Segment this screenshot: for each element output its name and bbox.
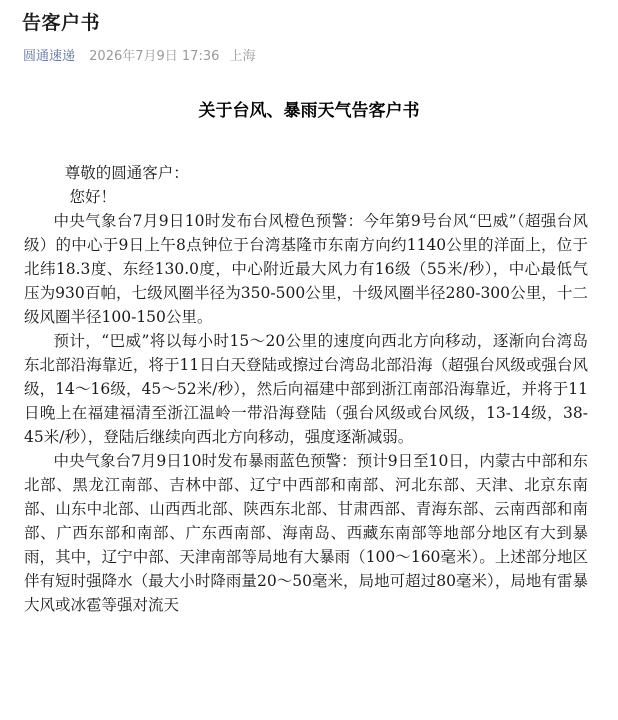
- article-meta: [23, 45, 256, 64]
- publish-date: 2026年7月9日 17:36: [89, 49, 220, 64]
- publish-location: 上海: [229, 49, 256, 64]
- document-heading: 关于台风、暴雨天气告客户书: [198, 101, 420, 121]
- article-title: 告客户书: [22, 12, 101, 34]
- paragraph-typhoon-warning: 中央气象台7月9日10时发布台风橙色预警：今年第9号台风“巴威”（超强台风级）的中心于9日上午8点钟位于台湾基隆市东南方向约1140公里的洋面上，位于北纬18.3度、东经130.0度，中心附近最大风力有16级（55米/秒），中心最低气压为930百帕，七级风圈半径为350-500公里，十级风圈半径280-300公里，十二级风圈半径100-150公里。: [24, 212, 588, 326]
- greeting: 您好！: [69, 188, 116, 206]
- account-name-link[interactable]: 圆通速递: [23, 49, 76, 64]
- document-body: [24, 161, 588, 617]
- paragraph-typhoon-forecast: 预计，“巴威”将以每小时15～20公里的速度向西北方向移动，逐渐向台湾岛东北部沿海靠近，将于11日白天登陆或擦过台湾岛北部沿海（超强台风级或强台风级，14～16级，45～52米/秒），然后向福建中部到浙江南部沿海靠近，并将于11日晚上在福建福清至浙江温岭一带沿海登陆（强台风级或台风级，13-14级，38-45米/秒），登陆后继续向西北方向移动，强度逐渐减弱。: [24, 332, 588, 446]
- salutation: 尊敬的圆通客户：: [64, 164, 189, 182]
- paragraph-rainstorm-warning: 中央气象台7月9日10时发布暴雨蓝色预警：预计9日至10日，内蒙古中部和东北部、黑龙江南部、吉林中部、辽宁中西部和南部、河北东部、天津、北京东南部、山东中北部、山西西北部、陕西东北部、甘肃西部、青海东部、云南西部和南部、广西东部和南部、广东西南部、海南岛、西藏东南部等地部分地区有大到暴雨，其中，辽宁中部、天津南部等局地有大暴雨（100～160毫米）。上述部分地区伴有短时强降水（最大小时降雨量20～50毫米，局地可超过80毫米），局地有雷暴大风或冰雹等强对流天: [24, 452, 588, 614]
